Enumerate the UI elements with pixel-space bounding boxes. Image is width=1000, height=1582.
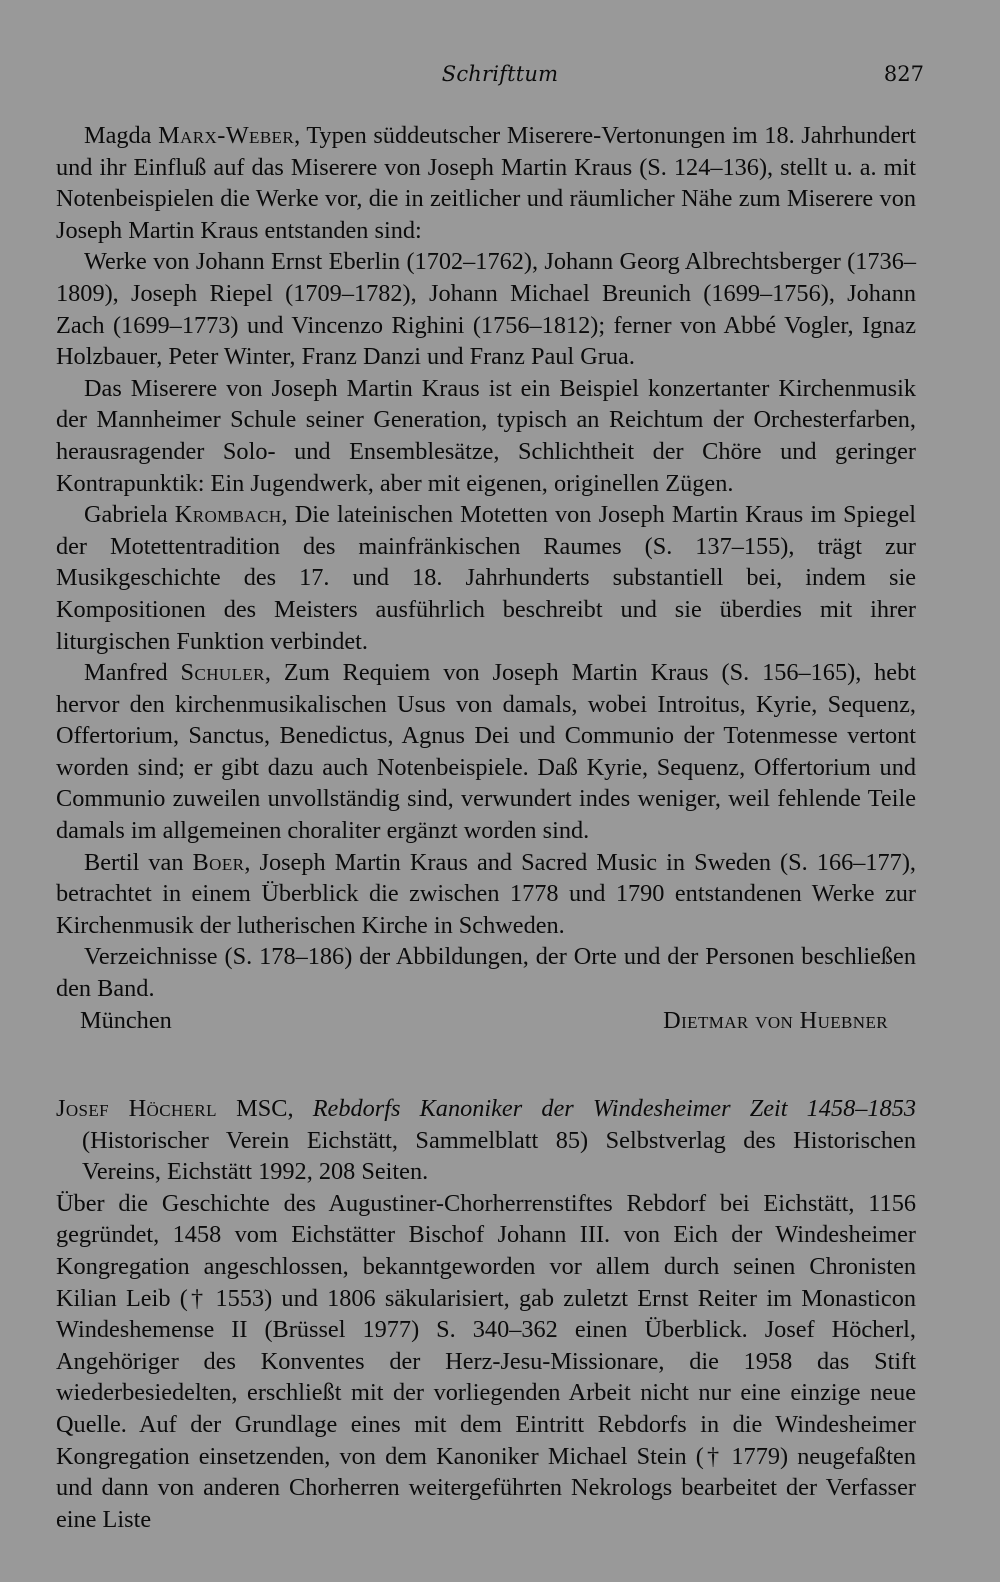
paragraph-marx-weber: [56, 120, 916, 246]
review-signature: [56, 1005, 916, 1037]
author-last-name: Marx-Weber: [158, 122, 295, 149]
paragraph-miserere-summary: Das Miserere von Joseph Martin Kraus ist ein Beispiel konzertanter Kirchenmusik der Mannheimer Schule seiner Generation, typisch an Reichtum der Orchesterfarben, herausragender Solo- und Ensemblesätze, Schlichtheit der Chöre und geringer Kontrapunktik: Ein Jugendwerk, aber mit eigenen, originellen Zügen.: [56, 374, 916, 497]
running-title: Schrifttum: [441, 62, 559, 86]
citation-details: (Historischer Verein Eichstätt, Sammelblatt 85) Selbstverlag des Historischen Vereins, Eichstätt 1992, 208 Seiten.: [82, 1126, 916, 1186]
paragraph-van-boer: [56, 847, 916, 942]
book-citation: [56, 1093, 916, 1188]
author-first-name: Magda: [84, 122, 159, 149]
citation-order: MSC,: [216, 1095, 313, 1122]
review-marx-weber-section: [56, 120, 916, 1036]
signature-place: München: [80, 1006, 172, 1034]
author-last-name: Schuler: [180, 659, 265, 687]
review-body-text: Über die Geschichte des Augustiner-Chorherrenstiftes Rebdorf bei Eichstätt, 1156 gegründet, 1458 vom Eichstätter Bischof Johann III. von Eich der Windesheimer Kongregation angeschlossen, bekanntgeworden vor allem durch seinen Chronisten Kilian Leib († 1553) und 1806 säkularisiert, gab zuletzt Ernst Reiter im Monasticon Windeshemense II (Brüssel 1977) S. 340–362 einen Überblick. Josef Höcherl, Angehöriger des Konventes der Herz-Jesu-Missionare, die 1958 das Stift wiederbesiedelten, erschließt mit der vorliegenden Arbeit nicht nur eine einzige neue Quelle. Auf der Grundlage eines mit dem Eintritt Rebdorfs in die Windesheimer Kongregation einsetzenden, von dem Kanoniker Michael Stein († 1779) neugefaßten und dann von anderen Chorherren weitergeführten Nekrologs bearbeitet der Verfasser eine Liste: [56, 1189, 916, 1533]
author-first-name: Gabriela: [84, 501, 175, 529]
paragraph-text: , Joseph Martin Kraus and Sacred Music in Sweden (S. 166–177), betrachtet in einem Überblick die zwischen 1778 und 1790 entstandenen Werke zur Kirchenmusik der lutherischen Kirche in Schweden.: [56, 848, 916, 939]
review-hoecherl-section: [56, 1093, 916, 1535]
author-last-name: Boer: [192, 848, 245, 876]
page-number: 827: [883, 62, 924, 86]
paragraph-composers-list: Werke von Johann Ernst Eberlin (1702–1762), Johann Georg Albrechtsberger (1736–1809), Joseph Riepel (1709–1782), Johann Michael Breunich (1699–1756), Johann Zach (1699–1773) und Vincenzo Righini (1756–1812); ferner von Abbé Vogler, Ignaz Holzbauer, Peter Winter, Franz Danzi und Franz Paul Grua.: [56, 248, 916, 371]
paragraph-text: , Zum Requiem von Joseph Martin Kraus (S. 156–165), hebt hervor den kirchenmusikalischen Usus von damals, wobei Introitus, Kyrie, Sequenz, Offertorium, Sanctus, Benedictus, Agnus Dei und Communio der Totenmesse vertont worden sind; er gibt dazu auch Notenbeispiele. Daß Kyrie, Sequenz, Offertorium und Communio zuweilen unvollständig sind, verwundert indes weniger, weil fehlende Teile damals im allgemeinen choraliter ergänzt worden sind.: [56, 659, 916, 845]
citation-author: Josef Höcherl: [56, 1095, 217, 1122]
author-first-name: Bertil van: [84, 848, 193, 876]
paragraph-krombach: [56, 499, 916, 657]
paragraph-indexes: Verzeichnisse (S. 178–186) der Abbildungen, der Orte und der Personen beschließen den Band.: [56, 943, 916, 1003]
citation-title: Rebdorfs Kanoniker der Windesheimer Zeit 1458–1853: [312, 1095, 916, 1122]
paragraph-text: , Die lateinischen Motetten von Joseph Martin Kraus im Spiegel der Motettentradition des mainfränkischen Raumes (S. 137–155), trägt zur Musikgeschichte des 17. und 18. Jahrhunderts substantiell bei, indem sie Kompositionen des Meisters ausführlich beschreibt und sie überdies mit ihrer liturgischen Funktion verbindet.: [56, 501, 916, 655]
running-head: [0, 62, 1000, 92]
paragraph-text: , Typen süddeutscher Miserere-Vertonungen im 18. Jahrhundert und ihr Einfluß auf das Miserere von Joseph Martin Kraus (S. 124–136), stellt u. a. mit Notenbeispielen die Werke vor, die in zeitlicher und räumlicher Nähe zum Miserere von Joseph Martin Kraus entstanden sind:: [56, 122, 917, 244]
paragraph-schuler: [56, 657, 916, 847]
signature-reviewer: Dietmar von Huebner: [663, 1006, 888, 1034]
author-first-name: Manfred: [84, 659, 181, 687]
author-last-name: Krombach: [174, 501, 282, 529]
